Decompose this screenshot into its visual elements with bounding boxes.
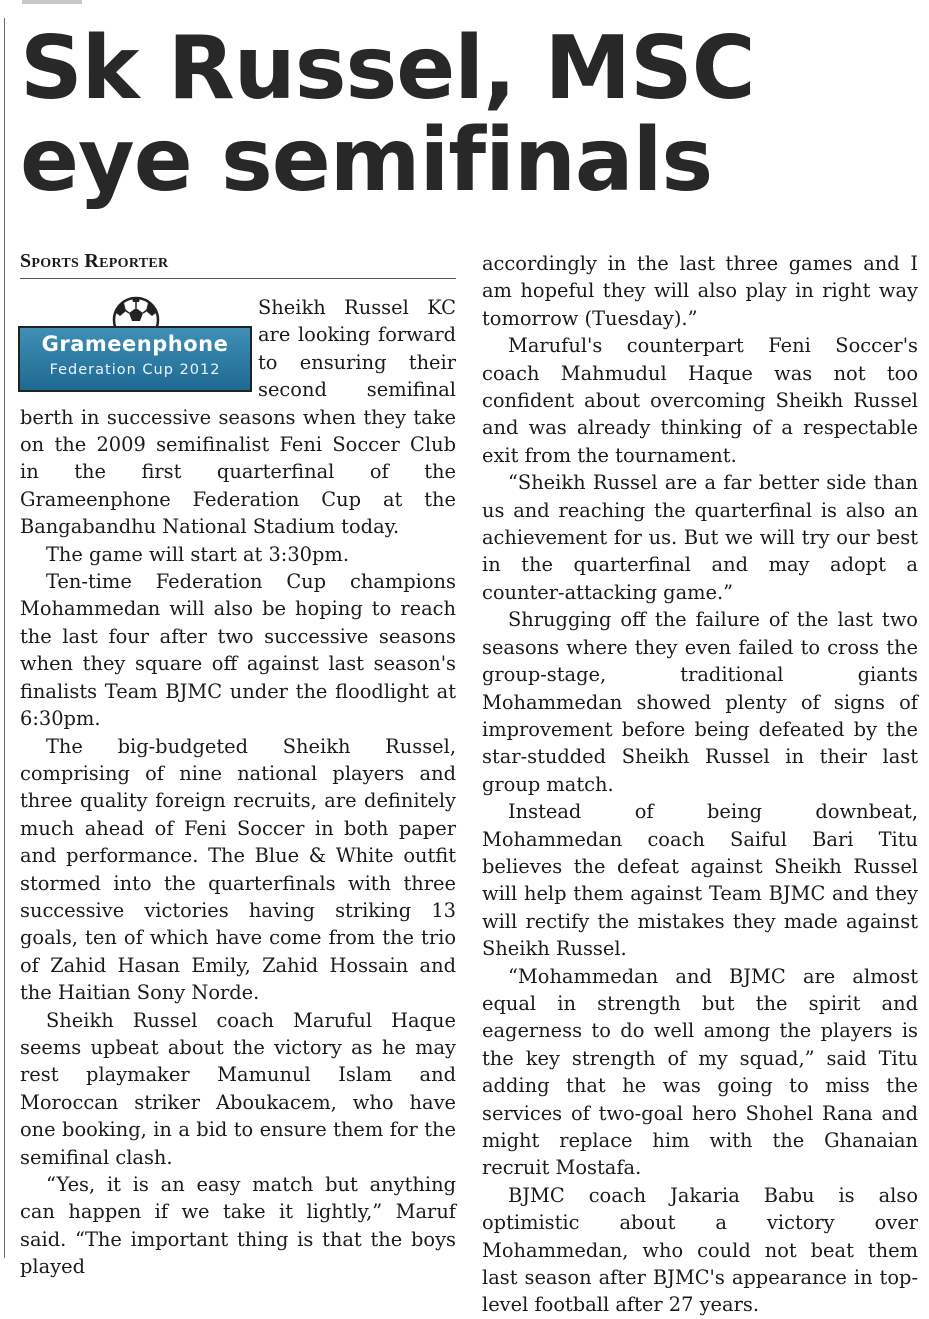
byline: Sports Reporter [20, 250, 456, 279]
article-column-1 [20, 294, 456, 1281]
football-icon [112, 294, 160, 328]
paragraph: BJMC coach Jakaria Babu is also optimistic about a victory over Mohammedan, who could not beat them last season after BJMC's appearance in top-level football after 27 years. [482, 1183, 918, 1317]
paragraph: Sheikh Russel KC are looking forward to ensuring their second semifinal berth in successive seasons when they take on the 2009 semifinalist Feni Soccer Club in the first quarterfinal of the Grameenphone Federation Cup at the Bangabandhu National Stadium today. [20, 296, 456, 539]
paragraph: Instead of being downbeat, Mohammedan coach Saiful Bari Titu believes the defeat against Sheikh Russel will help them against Team BJMC and they will rectify the mistakes they made against Sheikh Russel. [482, 800, 918, 961]
left-margin-rule [4, 18, 5, 1258]
paragraph: Shrugging off the failure of the last two seasons where they even failed to cross the group-stage, traditional giants Mohammedan showed plenty of signs of improvement before being defeated by the star-studded Sheikh Russel in their last group match. [482, 608, 918, 796]
paragraph: “Mohammedan and BJMC are almost equal in strength but the spirit and eagerness to do well among the players is the key strength of my squad,” said Titu adding that he was going to miss the services of two-goal hero Shohel Rana and might replace him with the Ghanaian recruit Mostafa. [482, 964, 918, 1180]
paragraph: The big-budgeted Sheikh Russel, comprising of nine national players and three quality foreign recruits, are definitely much ahead of Feni Soccer in both paper and performance. The Blue & White outfit stormed into the quarterfinals with three successive victories having striking 13 goals, ten of which have come from the trio of Zahid Hasan Emily, Zahid Hossain and the Haitian Sony Norde. [20, 734, 456, 1005]
logo-brand-text: Grameenphone [41, 332, 229, 356]
paragraph: Sheikh Russel coach Maruful Haque seems upbeat about the victory as he may rest playmaker Mamunul Islam and Moroccan striker Aboukacem, who have one booking, in a bid to ensure them for the semifinal clash. [20, 1008, 456, 1169]
paragraph: accordingly in the last three games and I am hopeful they will also play in right way tomorrow (Tuesday).” [482, 252, 918, 330]
federation-cup-logo [18, 294, 252, 398]
paragraph: Ten-time Federation Cup champions Mohammedan will also be hoping to reach the last four after two successive seasons when they square off against last season's finalists Team BJMC under the floodlight at 6:30pm. [20, 570, 456, 731]
headline: Sk Russel, MSC eye semifinals [20, 17, 755, 211]
paragraph: Maruful's counterpart Feni Soccer's coach Mahmudul Haque was not too confident about overcoming Sheikh Russel and was already thinking of a respectable exit from the tournament. [482, 334, 918, 467]
paragraph: “Sheikh Russel are a far better side than us and reaching the quarterfinal is also an achievement for us. But we will try our best in the quarterfinal and may adopt a counter-attacking game.” [482, 471, 918, 604]
top-edge-mark [22, 0, 82, 4]
article-column-2 [482, 250, 918, 1319]
logo-event-text: Federation Cup 2012 [49, 362, 221, 378]
paragraph: The game will start at 3:30pm. [46, 542, 349, 566]
paragraph: “Yes, it is an easy match but anything can happen if we take it lightly,” Maruf said. “The important thing is that the boys played [20, 1173, 456, 1279]
logo-badge [18, 326, 252, 392]
